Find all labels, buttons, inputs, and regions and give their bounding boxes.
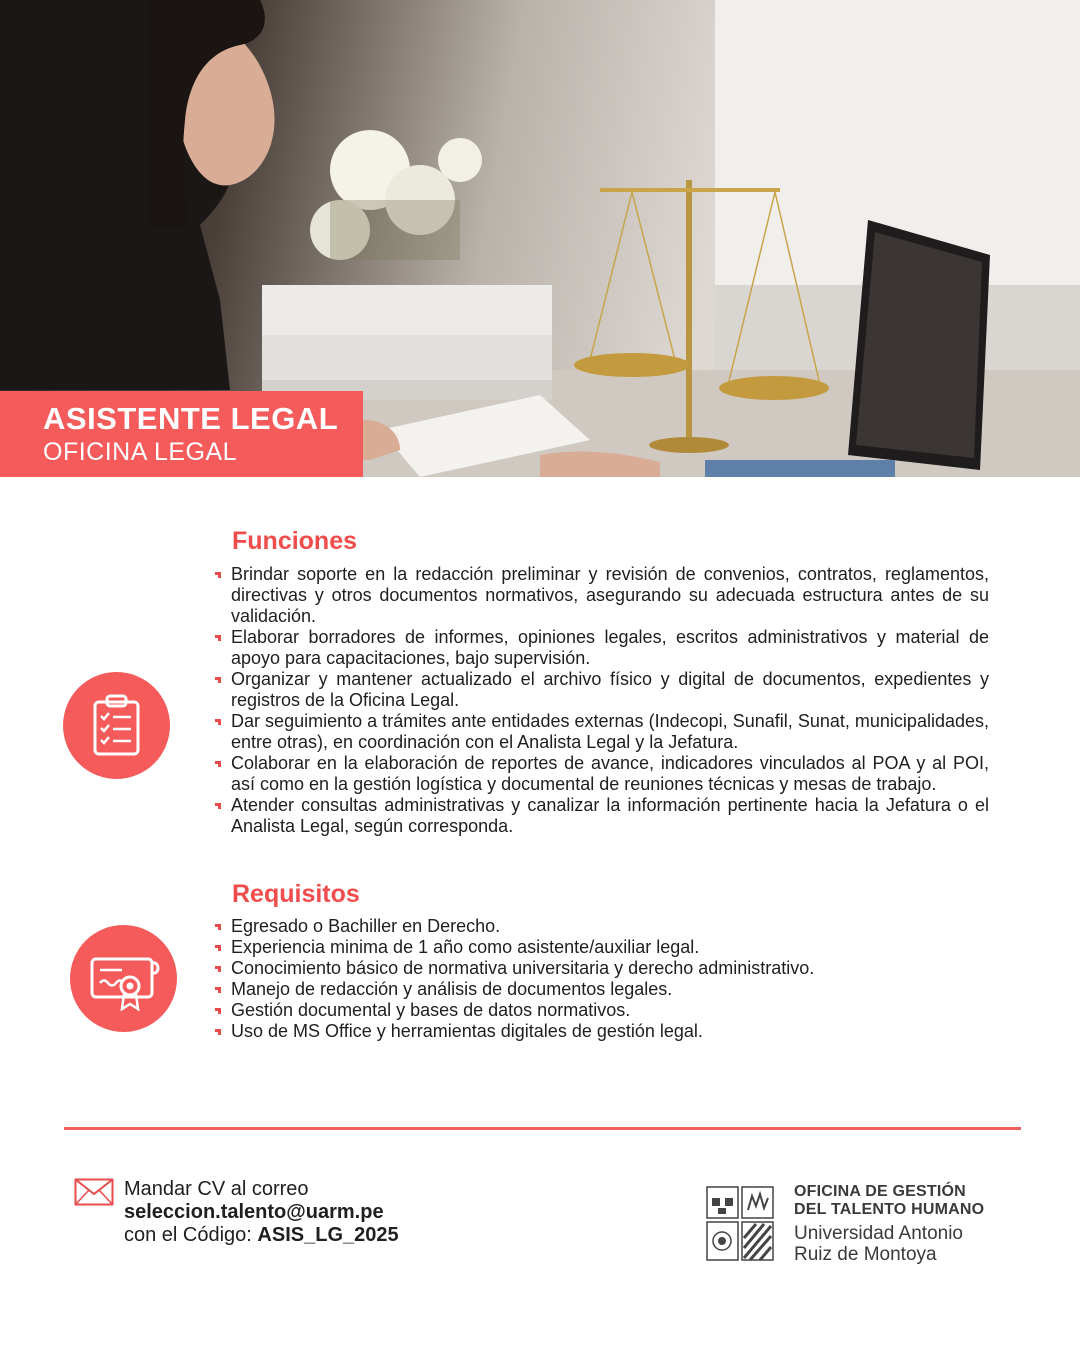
arrow-bullet-icon [210, 570, 222, 582]
requisitos-item [210, 916, 989, 937]
footer-divider [64, 1127, 1021, 1130]
funciones-item-text: Brindar soporte en la redacción preliminar y revisión de convenios, contratos, reglamentos, directivas y otros documentos normativos, asegurando su adecuada estructura antes de su validación. [231, 564, 989, 626]
arrow-bullet-icon [210, 759, 222, 771]
arrow-bullet-icon [210, 943, 222, 955]
funciones-item [210, 669, 989, 711]
funciones-item [210, 627, 989, 669]
requisitos-item [210, 958, 989, 979]
funciones-item-text: Elaborar borradores de informes, opiniones legales, escritos administrativos y material de apoyo para capacitaciones, bajo supervisión. [231, 627, 989, 668]
arrow-bullet-icon [210, 1006, 222, 1018]
requisitos-item-text: Egresado o Bachiller en Derecho. [231, 916, 501, 936]
university-logo-text [794, 1183, 984, 1265]
funciones-list [210, 564, 989, 837]
envelope-icon [74, 1178, 114, 1206]
arrow-bullet-icon [210, 985, 222, 997]
funciones-item-text: Colaborar en la elaboración de reportes de avance, indicadores vinculados al POA y al POI, así como en la gestión logística y documental de reuniones técnicas y mesas de trabajo. [231, 753, 989, 794]
arrow-bullet-icon [210, 922, 222, 934]
funciones-item [210, 753, 989, 795]
contact-instruction: Mandar CV al correo [124, 1178, 309, 1200]
funciones-heading: Funciones [232, 527, 358, 555]
requisitos-item [210, 1021, 989, 1042]
logo-university-line2: Ruiz de Montoya [794, 1244, 937, 1265]
funciones-item [210, 795, 989, 837]
arrow-bullet-icon [210, 633, 222, 645]
logo-university-line1: Universidad Antonio [794, 1223, 963, 1244]
requisitos-item [210, 937, 989, 958]
funciones-item [210, 564, 989, 627]
university-crest-icon [706, 1186, 774, 1262]
funciones-item-text: Dar seguimiento a trámites ante entidades externas (Indecopi, Sunafil, Sunat, municipalidades, entre otras), en coordinación con el Analista Legal y la Jefatura. [231, 711, 989, 752]
arrow-bullet-icon [210, 964, 222, 976]
arrow-bullet-icon [210, 675, 222, 687]
requisitos-item-text: Conocimiento básico de normativa universitaria y derecho administrativo. [231, 958, 815, 978]
funciones-item [210, 711, 989, 753]
requisitos-item [210, 979, 989, 1000]
job-title-banner [0, 391, 363, 477]
job-code: ASIS_LG_2025 [257, 1224, 399, 1246]
requisitos-item-text: Gestión documental y bases de datos normativos. [231, 1000, 631, 1020]
requisitos-heading: Requisitos [232, 880, 360, 908]
funciones-item-text: Atender consultas administrativas y canalizar la información pertinente hacia la Jefatura o el Analista Legal, según corresponda. [231, 795, 989, 836]
requisitos-item [210, 1000, 989, 1021]
arrow-bullet-icon [210, 801, 222, 813]
clipboard-checklist-icon [63, 672, 170, 779]
logo-office-line1: OFICINA DE GESTIÓN [794, 1183, 966, 1200]
contact-code-line [124, 1224, 399, 1247]
funciones-item-text: Organizar y mantener actualizado el archivo físico y digital de documentos, expedientes y registros de la Oficina Legal. [231, 669, 989, 710]
certificate-icon [70, 925, 177, 1032]
code-prefix: con el Código: [124, 1224, 258, 1246]
arrow-bullet-icon [210, 1027, 222, 1039]
arrow-bullet-icon [210, 717, 222, 729]
requisitos-item-text: Manejo de redacción y análisis de documentos legales. [231, 979, 673, 999]
contact-email[interactable]: seleccion.talento@uarm.pe [124, 1201, 384, 1223]
logo-office-line2: DEL TALENTO HUMANO [794, 1201, 985, 1218]
job-title: ASISTENTE LEGAL [43, 401, 339, 436]
requisitos-item-text: Experiencia minima de 1 año como asistente/auxiliar legal. [231, 937, 700, 957]
office-name: OFICINA LEGAL [43, 438, 238, 466]
requisitos-list [210, 916, 989, 1042]
requisitos-item-text: Uso de MS Office y herramientas digitales de gestión legal. [231, 1021, 703, 1041]
contact-info [124, 1178, 399, 1247]
